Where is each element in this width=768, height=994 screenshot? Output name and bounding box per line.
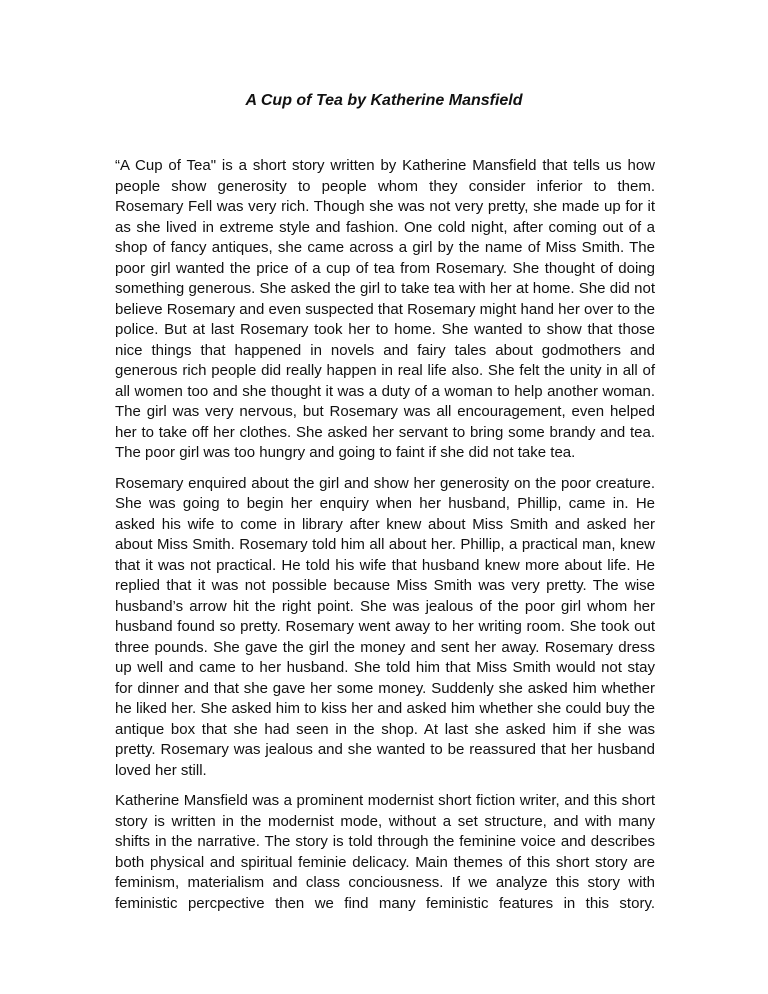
paragraph-2: Rosemary enquired about the girl and show her generosity on the poor creature. She was going to begin her enquiry when her husband, Phillip, came in. He asked his wife to come in library after knew about Miss Smith and asked her about Miss Smith. Rosemary told him all about her. Phillip, a practical man, knew that it was not practical. He told his wife that husband knew more about life. He replied that it was not possible because Miss Smith was very pretty. The wise husband’s arrow hit the right point. She was jealous of the poor girl whom her husband found so pretty. Rosemary went away to her writing room. She took out three pounds. She gave the girl the money and sent her away. Rosemary dress up well and came to her husband. She told him that Miss Smith would not stay for dinner and that she gave her some money. Suddenly she asked him whether he liked her. She asked him to kiss her and asked him whether she could buy the antique box that she had seen in the shop. At last she asked him if she was pretty. Rosemary was jealous and she wanted to be reassured that her husband loved her still. [115,474,655,779]
document-title: A Cup of Tea by Katherine Mansfield [245,92,523,109]
paragraph-1: “A Cup of Tea" is a short story written by Katherine Mansfield that tells us how people show generosity to people whom they consider inferior to them. Rosemary Fell was very rich. Though she was not very pretty, she made up for it as she lived in extreme style and fashion. One cold night, after coming out of a shop of fancy antiques, she came across a girl by the name of Miss Smith. The poor girl wanted the price of a cup of tea from Rosemary. She thought of doing something generous. She asked the girl to take tea with her at home. She did not believe Rosemary and even suspected that Rosemary might hand her over to the police. But at last Rosemary took her to home. She wanted to show that those nice things that happened in novels and fairy tales about godmothers and generous rich people did really happen in real life also. She felt the unity in all of all women too and she thought it was a duty of a woman to help another woman. The girl was very nervous, but Rosemary was all encouragement, even helped her to take off her clothes. She asked her servant to bring some brandy and tea. The poor girl was too hungry and going to faint if she did not take tea. [115,157,655,461]
document-body [115,156,655,924]
paragraph-3: Katherine Mansfield was a prominent modernist short fiction writer, and this short story is written in the modernist mode, without a set structure, and with many shifts in the narrative. The story is told through the feminine voice and describes both physical and spiritual feminie delicacy. Main themes of this short story are feminism, materialism and class conciousness. If we analyze this story with feministic percpective then we find many feministic features in this story. [115,792,655,912]
